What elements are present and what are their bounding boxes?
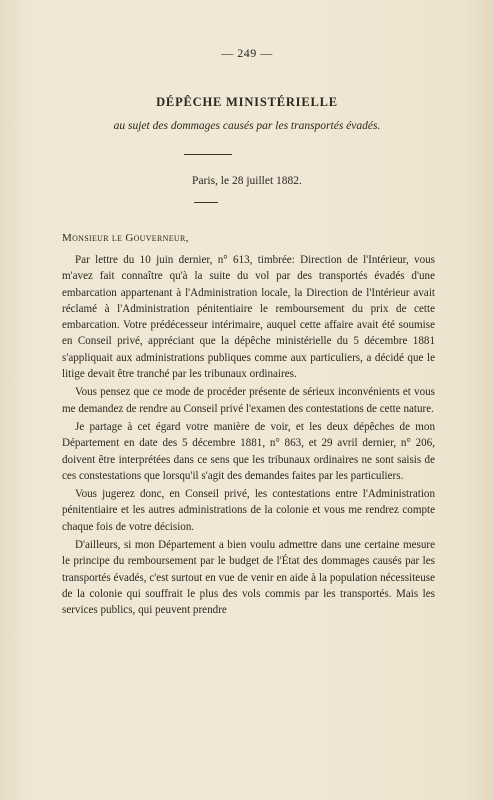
letter-body (62, 252, 435, 621)
paragraph: Vous pensez que ce mode de procéder présente de sérieux inconvénients et vous me demandez de rendre au Conseil privé l'examen des contestations de cette nature. (62, 386, 435, 415)
separator-rule (184, 154, 232, 155)
document-subtitle: au sujet des dommages causés par les transportés évadés. (113, 120, 381, 132)
paragraph: D'ailleurs, si mon Département a bien voulu admettre dans une certaine mesure le principe du remboursement par le budget de l'État des dommages causés par les transportés évadés, c'est surtout en vue de venir en aide à la population nécessiteuse de la colonie qui souffrait le plus des vols commis par les transportés. Mais les services publics, qui peuvent prendre (62, 539, 435, 617)
dateline: Paris, le 28 juillet 1882. (192, 175, 302, 187)
paragraph: Je partage à cet égard votre manière de voir, et les deux dépêches de mon Département en date des 5 décembre 1881, n° 863, et 29 avril dernier, n° 206, doivent être interprétées dans ce sens que les tribunaux ordinaires ne sont saisis de ces constestations que lorsqu'il s'agit des demandes faites par les particuliers. (62, 420, 435, 482)
salutation: Monsieur le Gouverneur, (62, 232, 189, 244)
paragraph: Vous jugerez donc, en Conseil privé, les contestations entre l'Administration pénitentiaire et les autres administrations de la colonie et vous me rendrez compte chaque fois de votre décision. (62, 488, 435, 533)
document-title: DÉPÊCHE MINISTÉRIELLE (156, 95, 338, 109)
page-number: — 249 — (221, 46, 273, 60)
separator-rule-short (194, 202, 218, 203)
paragraph: Par lettre du 10 juin dernier, n° 613, timbrée: Direction de l'Intérieur, vous m'avez fait connaître qu'à la suite du vol par des transportés évadés d'une embarcation appartenant à l'Administration locale, la Direction de l'Intérieur avait réclamé à l'Administration pénitentiaire le remboursement du prix de cette embarcation. Votre prédécesseur intérimaire, auquel cette affaire avait été soumise en Conseil privé, appréciant que la dépêche ministérielle du 5 décembre 1881 s'appliquait aux administrations publiques comme aux particuliers, a décidé que le litige devait être tranché par les tribunaux ordinaires. (62, 254, 435, 381)
